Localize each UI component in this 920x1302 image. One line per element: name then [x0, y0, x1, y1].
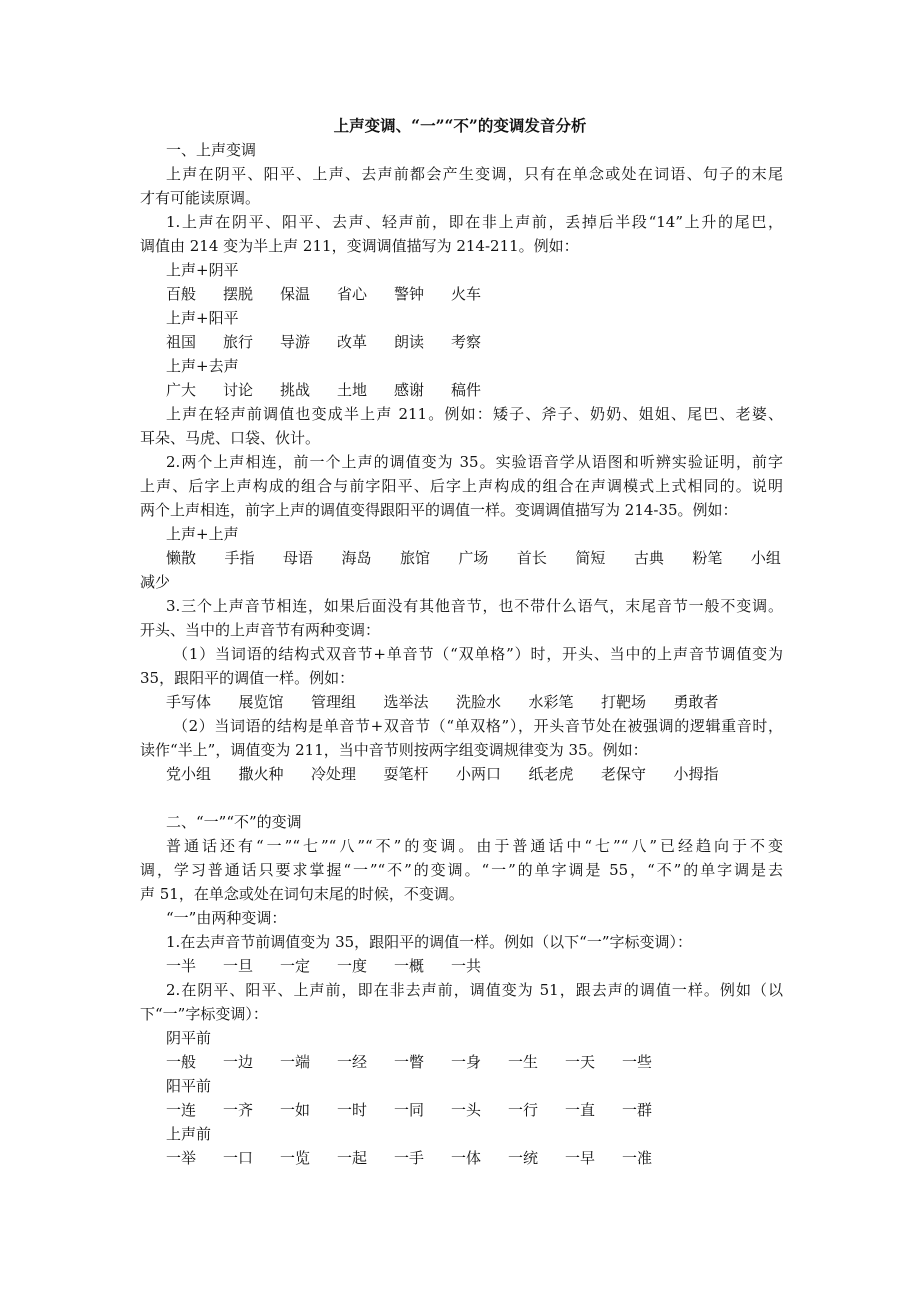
paragraph-line: 调，学习普通话只要求掌握“一”“不”的变调。“一”的单字调是 55，“不”的单字调是去 [140, 861, 783, 879]
word: 洗脸水 [456, 693, 502, 711]
paragraph-line: 下“一”字标变调）： [140, 1005, 268, 1023]
paragraph-line: （2）当词语的结构是单音节+双音节（“单双格”），开头音节处在被强调的逻辑重音时， [173, 717, 783, 735]
section-2-heading: 二、“一”“不”的变调 [166, 813, 302, 831]
word: 一行 [508, 1101, 539, 1119]
word: 火车 [451, 285, 482, 303]
word: 保温 [280, 285, 311, 303]
word: 一生 [508, 1053, 539, 1071]
paragraph-line: 1.上声在阴平、阳平、去声、轻声前，即在非上声前，丢掉后半段“14”上升的尾巴， [166, 213, 783, 231]
group-label: 上声+去声 [166, 357, 239, 375]
example-words [166, 1098, 679, 1122]
paragraph-line: 上声、后字上声构成的组合与前字阳平、后字上声构成的组合在声调模式上式相同的。说明 [140, 477, 783, 495]
word: 一头 [451, 1101, 482, 1119]
paragraph-line: 普通话还有“一”“七”“八”“不”的变调。由于普通话中“七”“八”已经趋向于不变 [166, 837, 783, 855]
word: 一端 [280, 1053, 311, 1071]
word: 一定 [280, 957, 311, 975]
word: 一连 [166, 1101, 197, 1119]
word: 耍笔杆 [383, 765, 429, 783]
word: 撒火种 [238, 765, 284, 783]
group-label: 阴平前 [166, 1029, 212, 1047]
example-words [166, 762, 746, 786]
word: 一天 [565, 1053, 596, 1071]
paragraph-line: 3.三个上声音节相连，如果后面没有其他音节，也不带什么语气，末尾音节一般不变调。 [166, 597, 783, 615]
example-words [166, 282, 508, 306]
paragraph-line: 开头、当中的上声音节有两种变调： [140, 621, 381, 639]
example-words [166, 690, 746, 714]
document-title: 上声变调、“一”“不”的变调发音分析 [333, 116, 587, 135]
word: 粉笔 [692, 549, 723, 567]
word: 一半 [166, 957, 197, 975]
word: 一共 [451, 957, 482, 975]
word: 手写体 [166, 693, 212, 711]
group-label: 阳平前 [166, 1077, 212, 1095]
word: 一身 [451, 1053, 482, 1071]
word: 一体 [451, 1149, 482, 1167]
word: 一准 [622, 1149, 653, 1167]
word: 旅行 [223, 333, 254, 351]
word: 百般 [166, 285, 197, 303]
example-words [166, 954, 508, 978]
word: 一些 [622, 1053, 653, 1071]
word: 一如 [280, 1101, 311, 1119]
paragraph-line: 上声在轻声前调值也变成半上声 211。例如：矮子、斧子、奶奶、姐姐、尾巴、老婆、 [166, 405, 783, 423]
group-label: 上声+阳平 [166, 309, 239, 327]
section-1-heading: 一、上声变调 [166, 141, 257, 159]
paragraph-line: 1.在去声音节前调值变为 35，跟阳平的调值一样。例如（以下“一”字标变调）： [166, 933, 693, 951]
word: 海岛 [341, 549, 372, 567]
word: 一同 [394, 1101, 425, 1119]
word: 一时 [337, 1101, 368, 1119]
word: 一群 [622, 1101, 653, 1119]
word: 一早 [565, 1149, 596, 1167]
paragraph-line: （1）当词语的结构式双音节+单音节（“双单格”）时，开头、当中的上声音节调值变为 [173, 645, 783, 663]
word: 纸老虎 [528, 765, 574, 783]
word: 首长 [516, 549, 547, 567]
word: 打靶场 [601, 693, 647, 711]
example-words [166, 378, 508, 402]
example-words [166, 1146, 679, 1170]
word: 改革 [337, 333, 368, 351]
paragraph-line: 调值由 214 变为半上声 211，变调调值描写为 214-211。例如： [140, 237, 579, 255]
word: 一经 [337, 1053, 368, 1071]
word: 一统 [508, 1149, 539, 1167]
paragraph-line: 两个上声相连，前字上声的调值变得跟阳平的调值一样。变调调值描写为 214-35。例如： [140, 501, 738, 519]
word: 展览馆 [238, 693, 284, 711]
word: 感谢 [394, 381, 425, 399]
word: 一直 [565, 1101, 596, 1119]
word: 省心 [337, 285, 368, 303]
word: 旅馆 [399, 549, 430, 567]
word: 手指 [224, 549, 255, 567]
word: 一度 [337, 957, 368, 975]
group-label: 上声前 [166, 1125, 212, 1143]
paragraph-line: 才有可能读原调。 [140, 189, 261, 207]
word: 土地 [337, 381, 368, 399]
word: 小拇指 [673, 765, 719, 783]
word: 党小组 [166, 765, 212, 783]
word: 一概 [394, 957, 425, 975]
paragraph-line: 耳朵、马虎、口袋、伙计。 [140, 429, 321, 447]
word: 广大 [166, 381, 197, 399]
paragraph-line: 2.在阴平、阳平、上声前，即在非去声前，调值变为 51，跟去声的调值一样。例如（以 [166, 981, 783, 999]
word: 警钟 [394, 285, 425, 303]
word: 讨论 [223, 381, 254, 399]
word: 古典 [633, 549, 664, 567]
word: 减少 [140, 573, 171, 591]
word: 一旦 [223, 957, 254, 975]
word: 一口 [223, 1149, 254, 1167]
word: 朗读 [394, 333, 425, 351]
word: 导游 [280, 333, 311, 351]
example-words [166, 1050, 679, 1074]
word: 简短 [575, 549, 606, 567]
paragraph-line: 上声在阴平、阳平、上声、去声前都会产生变调，只有在单念或处在词语、句子的末尾 [166, 165, 783, 183]
word: 勇敢者 [673, 693, 719, 711]
paragraph-line: “一”由两种变调： [166, 909, 287, 927]
word: 考察 [451, 333, 482, 351]
paragraph-line: 声 51，在单念或处在词句末尾的时候，不变调。 [140, 885, 464, 903]
group-label: 上声+阴平 [166, 261, 239, 279]
word: 祖国 [166, 333, 197, 351]
word: 稿件 [451, 381, 482, 399]
word: 一起 [337, 1149, 368, 1167]
word: 老保守 [601, 765, 647, 783]
word: 一瞥 [394, 1053, 425, 1071]
word: 小组 [750, 549, 781, 567]
example-words [166, 546, 781, 570]
word: 管理组 [311, 693, 357, 711]
paragraph-line: 读作“半上”，调值变为 211，当中音节则按两字组变调规律变为 35。例如： [140, 741, 648, 759]
word: 一举 [166, 1149, 197, 1167]
paragraph-line: 35，跟阳平的调值一样。例如： [140, 669, 355, 687]
example-words [166, 330, 508, 354]
word: 一般 [166, 1053, 197, 1071]
word: 母语 [282, 549, 313, 567]
word: 一览 [280, 1149, 311, 1167]
word: 懒散 [166, 549, 197, 567]
word: 小两口 [456, 765, 502, 783]
word: 一齐 [223, 1101, 254, 1119]
word: 一边 [223, 1053, 254, 1071]
word: 挑战 [280, 381, 311, 399]
word: 广场 [458, 549, 489, 567]
word: 水彩笔 [528, 693, 574, 711]
word: 选举法 [383, 693, 429, 711]
word: 冷处理 [311, 765, 357, 783]
word: 一手 [394, 1149, 425, 1167]
group-label: 上声+上声 [166, 525, 239, 543]
paragraph-line: 2.两个上声相连，前一个上声的调值变为 35。实验语音学从语图和听辨实验证明，前字 [166, 453, 783, 471]
word: 摆脱 [223, 285, 254, 303]
